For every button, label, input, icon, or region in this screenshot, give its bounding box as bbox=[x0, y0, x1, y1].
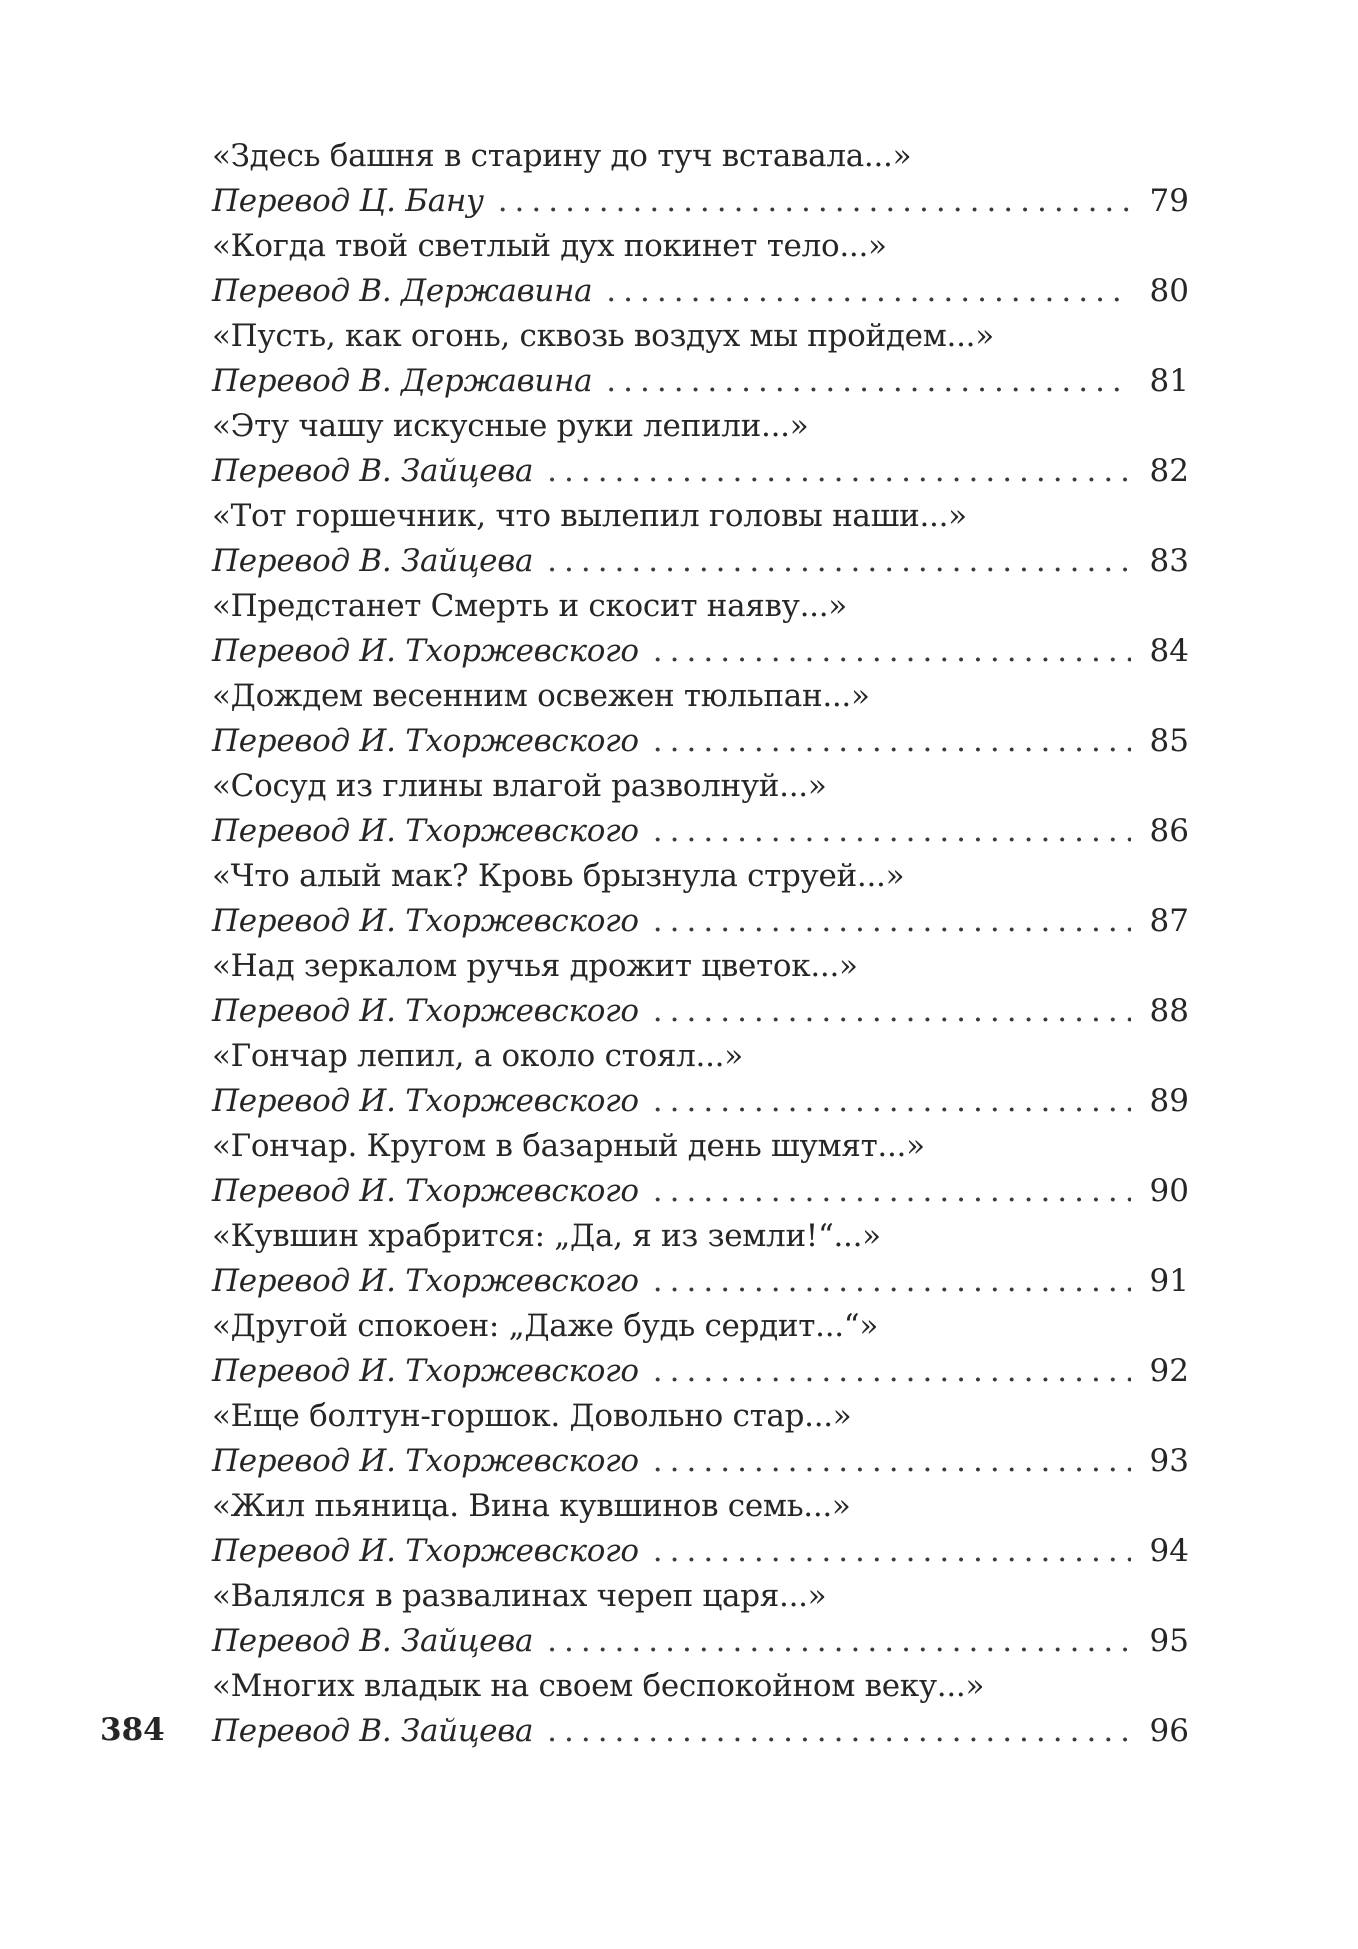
credit-line bbox=[212, 808, 1189, 854]
toc-entry bbox=[212, 1214, 1189, 1304]
translator-credit: Перевод В. Зайцева bbox=[212, 453, 534, 489]
dot-leader bbox=[498, 178, 1131, 224]
page-number: 384 bbox=[100, 1712, 165, 1748]
toc-entry bbox=[212, 764, 1189, 854]
translator-credit: Перевод И. Тхоржевского bbox=[212, 1083, 639, 1119]
dot-leader bbox=[547, 538, 1131, 584]
dot-leader bbox=[653, 1348, 1131, 1394]
toc-entry bbox=[212, 854, 1189, 944]
entry-page-number: 83 bbox=[1149, 543, 1189, 579]
entry-page-number: 79 bbox=[1149, 183, 1189, 219]
entry-page-number: 91 bbox=[1149, 1263, 1189, 1299]
dot-leader bbox=[653, 988, 1131, 1034]
credit-line bbox=[212, 448, 1189, 494]
poem-title: «Гончар. Кругом в базарный день шумят...» bbox=[212, 1128, 925, 1164]
dot-leader bbox=[606, 358, 1131, 404]
entry-page-number: 95 bbox=[1149, 1623, 1189, 1659]
dot-leader bbox=[547, 1618, 1131, 1664]
translator-credit: Перевод И. Тхоржевского bbox=[212, 1263, 639, 1299]
poem-title: «Предстанет Смерть и скосит наяву...» bbox=[212, 588, 847, 624]
dot-leader bbox=[653, 1528, 1131, 1574]
poem-title: «Жил пьяница. Вина кувшинов семь...» bbox=[212, 1488, 851, 1524]
translator-credit: Перевод Ц. Бану bbox=[212, 183, 484, 219]
entry-page-number: 89 bbox=[1149, 1083, 1189, 1119]
dot-leader bbox=[653, 1258, 1131, 1304]
entry-page-number: 81 bbox=[1149, 363, 1189, 399]
credit-line bbox=[212, 1348, 1189, 1394]
dot-leader bbox=[547, 448, 1131, 494]
credit-line bbox=[212, 1528, 1189, 1574]
credit-line bbox=[212, 628, 1189, 674]
credit-line bbox=[212, 1708, 1189, 1754]
toc-entry bbox=[212, 314, 1189, 404]
poem-title: «Эту чашу искусные руки лепили...» bbox=[212, 408, 809, 444]
toc-entry bbox=[212, 404, 1189, 494]
entry-page-number: 90 bbox=[1149, 1173, 1189, 1209]
poem-title: «Многих владык на своем беспокойном веку...» bbox=[212, 1668, 985, 1704]
poem-title: «Другой спокоен: „Даже будь сердит...“» bbox=[212, 1308, 879, 1344]
entry-page-number: 87 bbox=[1149, 903, 1189, 939]
entry-page-number: 93 bbox=[1149, 1443, 1189, 1479]
dot-leader bbox=[547, 1708, 1131, 1754]
dot-leader bbox=[606, 268, 1131, 314]
credit-line bbox=[212, 988, 1189, 1034]
entry-page-number: 96 bbox=[1149, 1713, 1189, 1749]
translator-credit: Перевод И. Тхоржевского bbox=[212, 993, 639, 1029]
credit-line bbox=[212, 358, 1189, 404]
entry-page-number: 94 bbox=[1149, 1533, 1189, 1569]
dot-leader bbox=[653, 898, 1131, 944]
toc-entry bbox=[212, 1304, 1189, 1394]
credit-line bbox=[212, 1258, 1189, 1304]
poem-title: «Когда твой светлый дух покинет тело...» bbox=[212, 228, 887, 264]
toc-entry bbox=[212, 494, 1189, 584]
entry-page-number: 86 bbox=[1149, 813, 1189, 849]
translator-credit: Перевод И. Тхоржевского bbox=[212, 1173, 639, 1209]
poem-title: «Дождем весенним освежен тюльпан...» bbox=[212, 678, 870, 714]
credit-line bbox=[212, 538, 1189, 584]
toc-entry bbox=[212, 224, 1189, 314]
translator-credit: Перевод И. Тхоржевского bbox=[212, 903, 639, 939]
translator-credit: Перевод В. Зайцева bbox=[212, 543, 534, 579]
toc-entry bbox=[212, 1664, 1189, 1754]
credit-line bbox=[212, 178, 1189, 224]
translator-credit: Перевод В. Державина bbox=[212, 363, 593, 399]
poem-title: «Гончар лепил, а около стоял...» bbox=[212, 1038, 743, 1074]
poem-title: «Пусть, как огонь, сквозь воздух мы пройдем...» bbox=[212, 318, 994, 354]
toc-entry bbox=[212, 1574, 1189, 1664]
translator-credit: Перевод И. Тхоржевского bbox=[212, 813, 639, 849]
poem-title: «Над зеркалом ручья дрожит цветок...» bbox=[212, 948, 858, 984]
dot-leader bbox=[653, 718, 1131, 764]
credit-line bbox=[212, 1438, 1189, 1484]
translator-credit: Перевод В. Зайцева bbox=[212, 1713, 534, 1749]
credit-line bbox=[212, 1078, 1189, 1124]
entry-page-number: 84 bbox=[1149, 633, 1189, 669]
toc-entry bbox=[212, 1034, 1189, 1124]
toc-entry bbox=[212, 134, 1189, 224]
toc-entry bbox=[212, 1124, 1189, 1214]
table-of-contents bbox=[212, 134, 1189, 1754]
poem-title: «Валялся в развалинах череп царя...» bbox=[212, 1578, 827, 1614]
toc-entry bbox=[212, 584, 1189, 674]
translator-credit: Перевод В. Державина bbox=[212, 273, 593, 309]
entry-page-number: 88 bbox=[1149, 993, 1189, 1029]
dot-leader bbox=[653, 1168, 1131, 1214]
poem-title: «Еще болтун-горшок. Довольно стар...» bbox=[212, 1398, 852, 1434]
translator-credit: Перевод И. Тхоржевского bbox=[212, 1353, 639, 1389]
toc-entry bbox=[212, 1484, 1189, 1574]
dot-leader bbox=[653, 628, 1131, 674]
translator-credit: Перевод И. Тхоржевского bbox=[212, 723, 639, 759]
toc-entry bbox=[212, 674, 1189, 764]
dot-leader bbox=[653, 1078, 1131, 1124]
poem-title: «Здесь башня в старину до туч вставала...» bbox=[212, 138, 912, 174]
translator-credit: Перевод И. Тхоржевского bbox=[212, 1533, 639, 1569]
toc-entry bbox=[212, 944, 1189, 1034]
toc-entry bbox=[212, 1394, 1189, 1484]
credit-line bbox=[212, 268, 1189, 314]
poem-title: «Что алый мак? Кровь брызнула струей...» bbox=[212, 858, 905, 894]
entry-page-number: 85 bbox=[1149, 723, 1189, 759]
dot-leader bbox=[653, 808, 1131, 854]
translator-credit: Перевод И. Тхоржевского bbox=[212, 1443, 639, 1479]
entry-page-number: 80 bbox=[1149, 273, 1189, 309]
credit-line bbox=[212, 1618, 1189, 1664]
translator-credit: Перевод И. Тхоржевского bbox=[212, 633, 639, 669]
credit-line bbox=[212, 718, 1189, 764]
poem-title: «Сосуд из глины влагой разволнуй...» bbox=[212, 768, 827, 804]
entry-page-number: 92 bbox=[1149, 1353, 1189, 1389]
dot-leader bbox=[653, 1438, 1131, 1484]
entry-page-number: 82 bbox=[1149, 453, 1189, 489]
poem-title: «Кувшин храбрится: „Да, я из земли!“...» bbox=[212, 1218, 881, 1254]
poem-title: «Тот горшечник, что вылепил головы наши...» bbox=[212, 498, 967, 534]
credit-line bbox=[212, 898, 1189, 944]
credit-line bbox=[212, 1168, 1189, 1214]
translator-credit: Перевод В. Зайцева bbox=[212, 1623, 534, 1659]
